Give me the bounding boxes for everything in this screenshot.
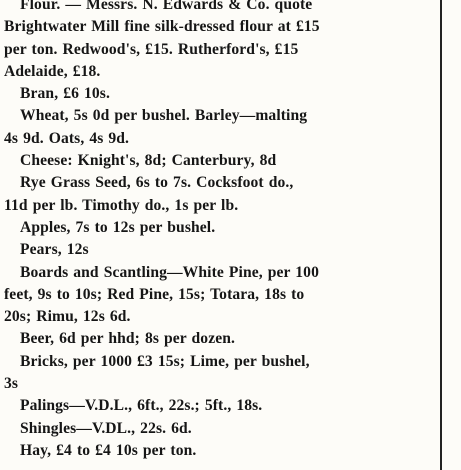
text-line: Cheese: Knight's, 8d; Canterbury, 8d	[20, 152, 277, 170]
text-line: Adelaide, £18.	[4, 62, 101, 80]
text-line: Rye Grass Seed, 6s to 7s. Cocksfoot do.,	[20, 174, 294, 192]
text-line: Palings—V.D.L., 6ft., 22s.; 5ft., 18s.	[20, 397, 263, 415]
text-line: 11d per lb. Timothy do., 1s per lb.	[4, 196, 239, 214]
text-line: Bran, £6 10s.	[20, 85, 110, 103]
market-report-column	[4, 0, 436, 462]
text-line: Boards and Scantling—White Pine, per 100	[20, 263, 319, 281]
text-line: Brightwater Mill fine silk-dressed flour at £15	[4, 18, 320, 36]
text-line: feet, 9s to 10s; Red Pine, 15s; Totara, 18s to	[4, 285, 305, 303]
text-line: Beer, 6d per hhd; 8s per dozen.	[20, 330, 236, 348]
text-line: 4s 9d. Oats, 4s 9d.	[4, 129, 130, 147]
text-line: Apples, 7s to 12s per bushel.	[20, 218, 216, 236]
text-line: per ton. Redwood's, £15. Rutherford's, £15	[4, 40, 299, 58]
text-line: 3s	[4, 375, 19, 393]
text-line: Bricks, per 1000 £3 15s; Lime, per bushel,	[20, 352, 310, 370]
text-line: Hay, £4 to £4 10s per ton.	[20, 441, 197, 459]
text-line: Wheat, 5s 0d per bushel. Barley—malting	[20, 107, 308, 125]
text-line: Pears, 12s	[20, 241, 89, 259]
text-line: Flour. — Messrs. N. Edwards & Co. quote	[20, 0, 313, 13]
column-rule	[440, 0, 442, 470]
text-line: 20s; Rimu, 12s 6d.	[4, 308, 131, 326]
text-line: Shingles—V.DL., 22s. 6d.	[20, 419, 192, 437]
